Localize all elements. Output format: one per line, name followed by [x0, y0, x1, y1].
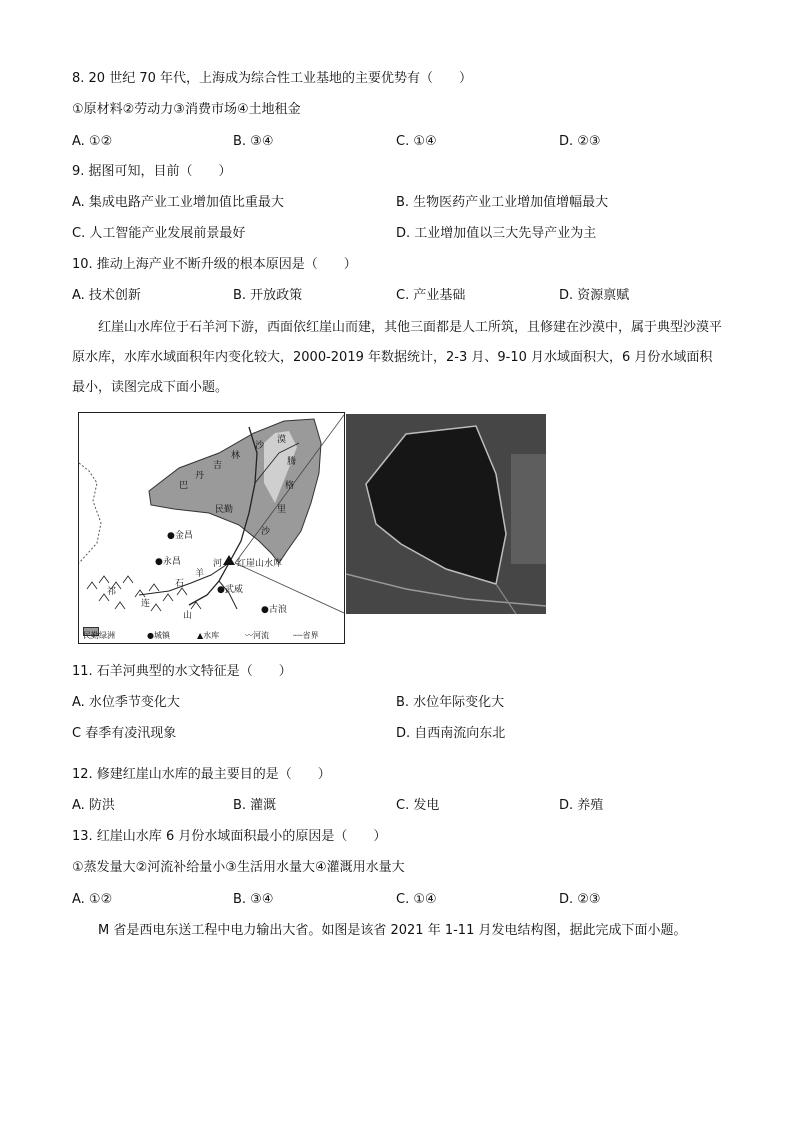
map-label-wuwei: ●武威	[217, 585, 243, 595]
map-label-dan: 丹	[195, 471, 205, 481]
map-label-ge: 格	[285, 481, 295, 491]
q11-option-b: B. 水位年际变化大	[396, 695, 505, 710]
map-label-gulang: ●古浪	[261, 605, 287, 615]
map-label-teng: 腾	[287, 457, 297, 467]
q9-option-d: D. 工业增加值以三大先导产业为主	[396, 226, 597, 241]
map-panel	[78, 412, 345, 644]
q11-option-d: D. 自西南流向东北	[396, 726, 506, 741]
satellite-photo	[346, 414, 546, 614]
q12-option-a: A. 防洪	[72, 798, 115, 813]
legend-reservoir: ▲水库	[197, 631, 220, 640]
q10-option-c: C. 产业基础	[396, 288, 466, 303]
map-label-sha2: 沙	[261, 527, 271, 537]
q8-option-b: B. ③④	[233, 134, 274, 149]
q10-option-b: B. 开放政策	[233, 288, 303, 303]
passage-m-province: M 省是西电东送工程中电力输出大省。如图是该省 2021 年 1-11 月发电结构图，据此完成下面小题。	[98, 923, 687, 938]
q12-option-d: D. 养殖	[559, 798, 604, 813]
q11-option-c: C 春季有凌汛现象	[72, 726, 177, 741]
q9-option-b: B. 生物医药产业工业增加值增幅最大	[396, 195, 609, 210]
q13-option-d: D. ②③	[559, 892, 601, 907]
map-legend	[79, 627, 346, 645]
q13-stem: 13. 红崖山水库 6 月份水域面积最小的原因是（ ）	[72, 829, 387, 844]
map-label-qi: 祁	[107, 587, 117, 597]
map-label-he: 河	[213, 559, 223, 569]
q13-option-c: C. ①④	[396, 892, 437, 907]
map-drawing	[79, 413, 344, 625]
map-label-ba: 巴	[179, 481, 189, 491]
passage-hongyashan: 红崖山水库位于石羊河下游，西面依红崖山而建，其他三面都是人工所筑，且修建在沙漠中，属于典型沙漠平原水库，水库水域面积年内变化较大，2000-2019 年数据统计，2-3 月、9-10 月水域面积大，6 月份水域面积最小，读图完成下面小题。	[72, 320, 723, 395]
projection-line-bottom	[235, 563, 344, 613]
q12-option-b: B. 灌溉	[233, 798, 277, 813]
q9-option-a: A. 集成电路产业工业增加值比重最大	[72, 195, 284, 210]
q8-option-d: D. ②③	[559, 134, 601, 149]
q10-option-d: D. 资源禀赋	[559, 288, 630, 303]
q10-stem: 10. 推动上海产业不断升级的根本原因是（ ）	[72, 257, 357, 272]
map-label-jinchang: ●金昌	[167, 531, 193, 541]
map-label-lin: 林	[231, 451, 241, 461]
figure-map-and-photo	[78, 412, 546, 644]
map-label-shan: 山	[183, 611, 193, 621]
legend-river: 〰河流	[245, 631, 269, 640]
legend-oasis-label: 民勤绿洲	[83, 631, 115, 640]
q13-option-b: B. ③④	[233, 892, 274, 907]
q12-option-c: C. 发电	[396, 798, 440, 813]
q13-list: ①蒸发量大②河流补给量小③生活用水量大④灌溉用水量大	[72, 860, 405, 875]
q8-list: ①原材料②劳动力③消费市场④土地租金	[72, 102, 301, 117]
q8-option-c: C. ①④	[396, 134, 437, 149]
province-border	[79, 463, 101, 563]
map-label-li: 里	[277, 505, 287, 515]
q11-option-a: A. 水位季节变化大	[72, 695, 180, 710]
map-label-ji: 吉	[213, 461, 223, 471]
legend-town: ●城镇	[147, 631, 170, 640]
q8-option-a: A. ①②	[72, 134, 113, 149]
map-label-yongchang: ●永昌	[155, 557, 181, 567]
q10-option-a: A. 技术创新	[72, 288, 141, 303]
map-label-shi: 石	[175, 579, 185, 589]
q13-option-a: A. ①②	[72, 892, 113, 907]
map-label-mo: 漠	[277, 435, 287, 445]
map-label-minqin: 民勤	[215, 505, 234, 515]
q9-option-c: C. 人工智能产业发展前景最好	[72, 226, 246, 241]
map-label-lian: 连	[141, 599, 151, 609]
photo-farmland	[511, 454, 546, 564]
q11-stem: 11. 石羊河典型的水文特征是（ ）	[72, 664, 292, 679]
map-label-hongyashan: 红崖山水库	[237, 559, 283, 569]
oasis-region	[149, 419, 321, 563]
map-label-sha1: 沙	[255, 441, 265, 451]
q12-stem: 12. 修建红崖山水库的最主要目的是（ ）	[72, 767, 331, 782]
q8-stem: 8. 20 世纪 70 年代，上海成为综合性工业基地的主要优势有（ ）	[72, 71, 473, 86]
legend-border: ┄┄省界	[293, 631, 319, 640]
map-label-yang: 羊	[195, 569, 205, 579]
q9-stem: 9. 据图可知，目前（ ）	[72, 164, 232, 179]
